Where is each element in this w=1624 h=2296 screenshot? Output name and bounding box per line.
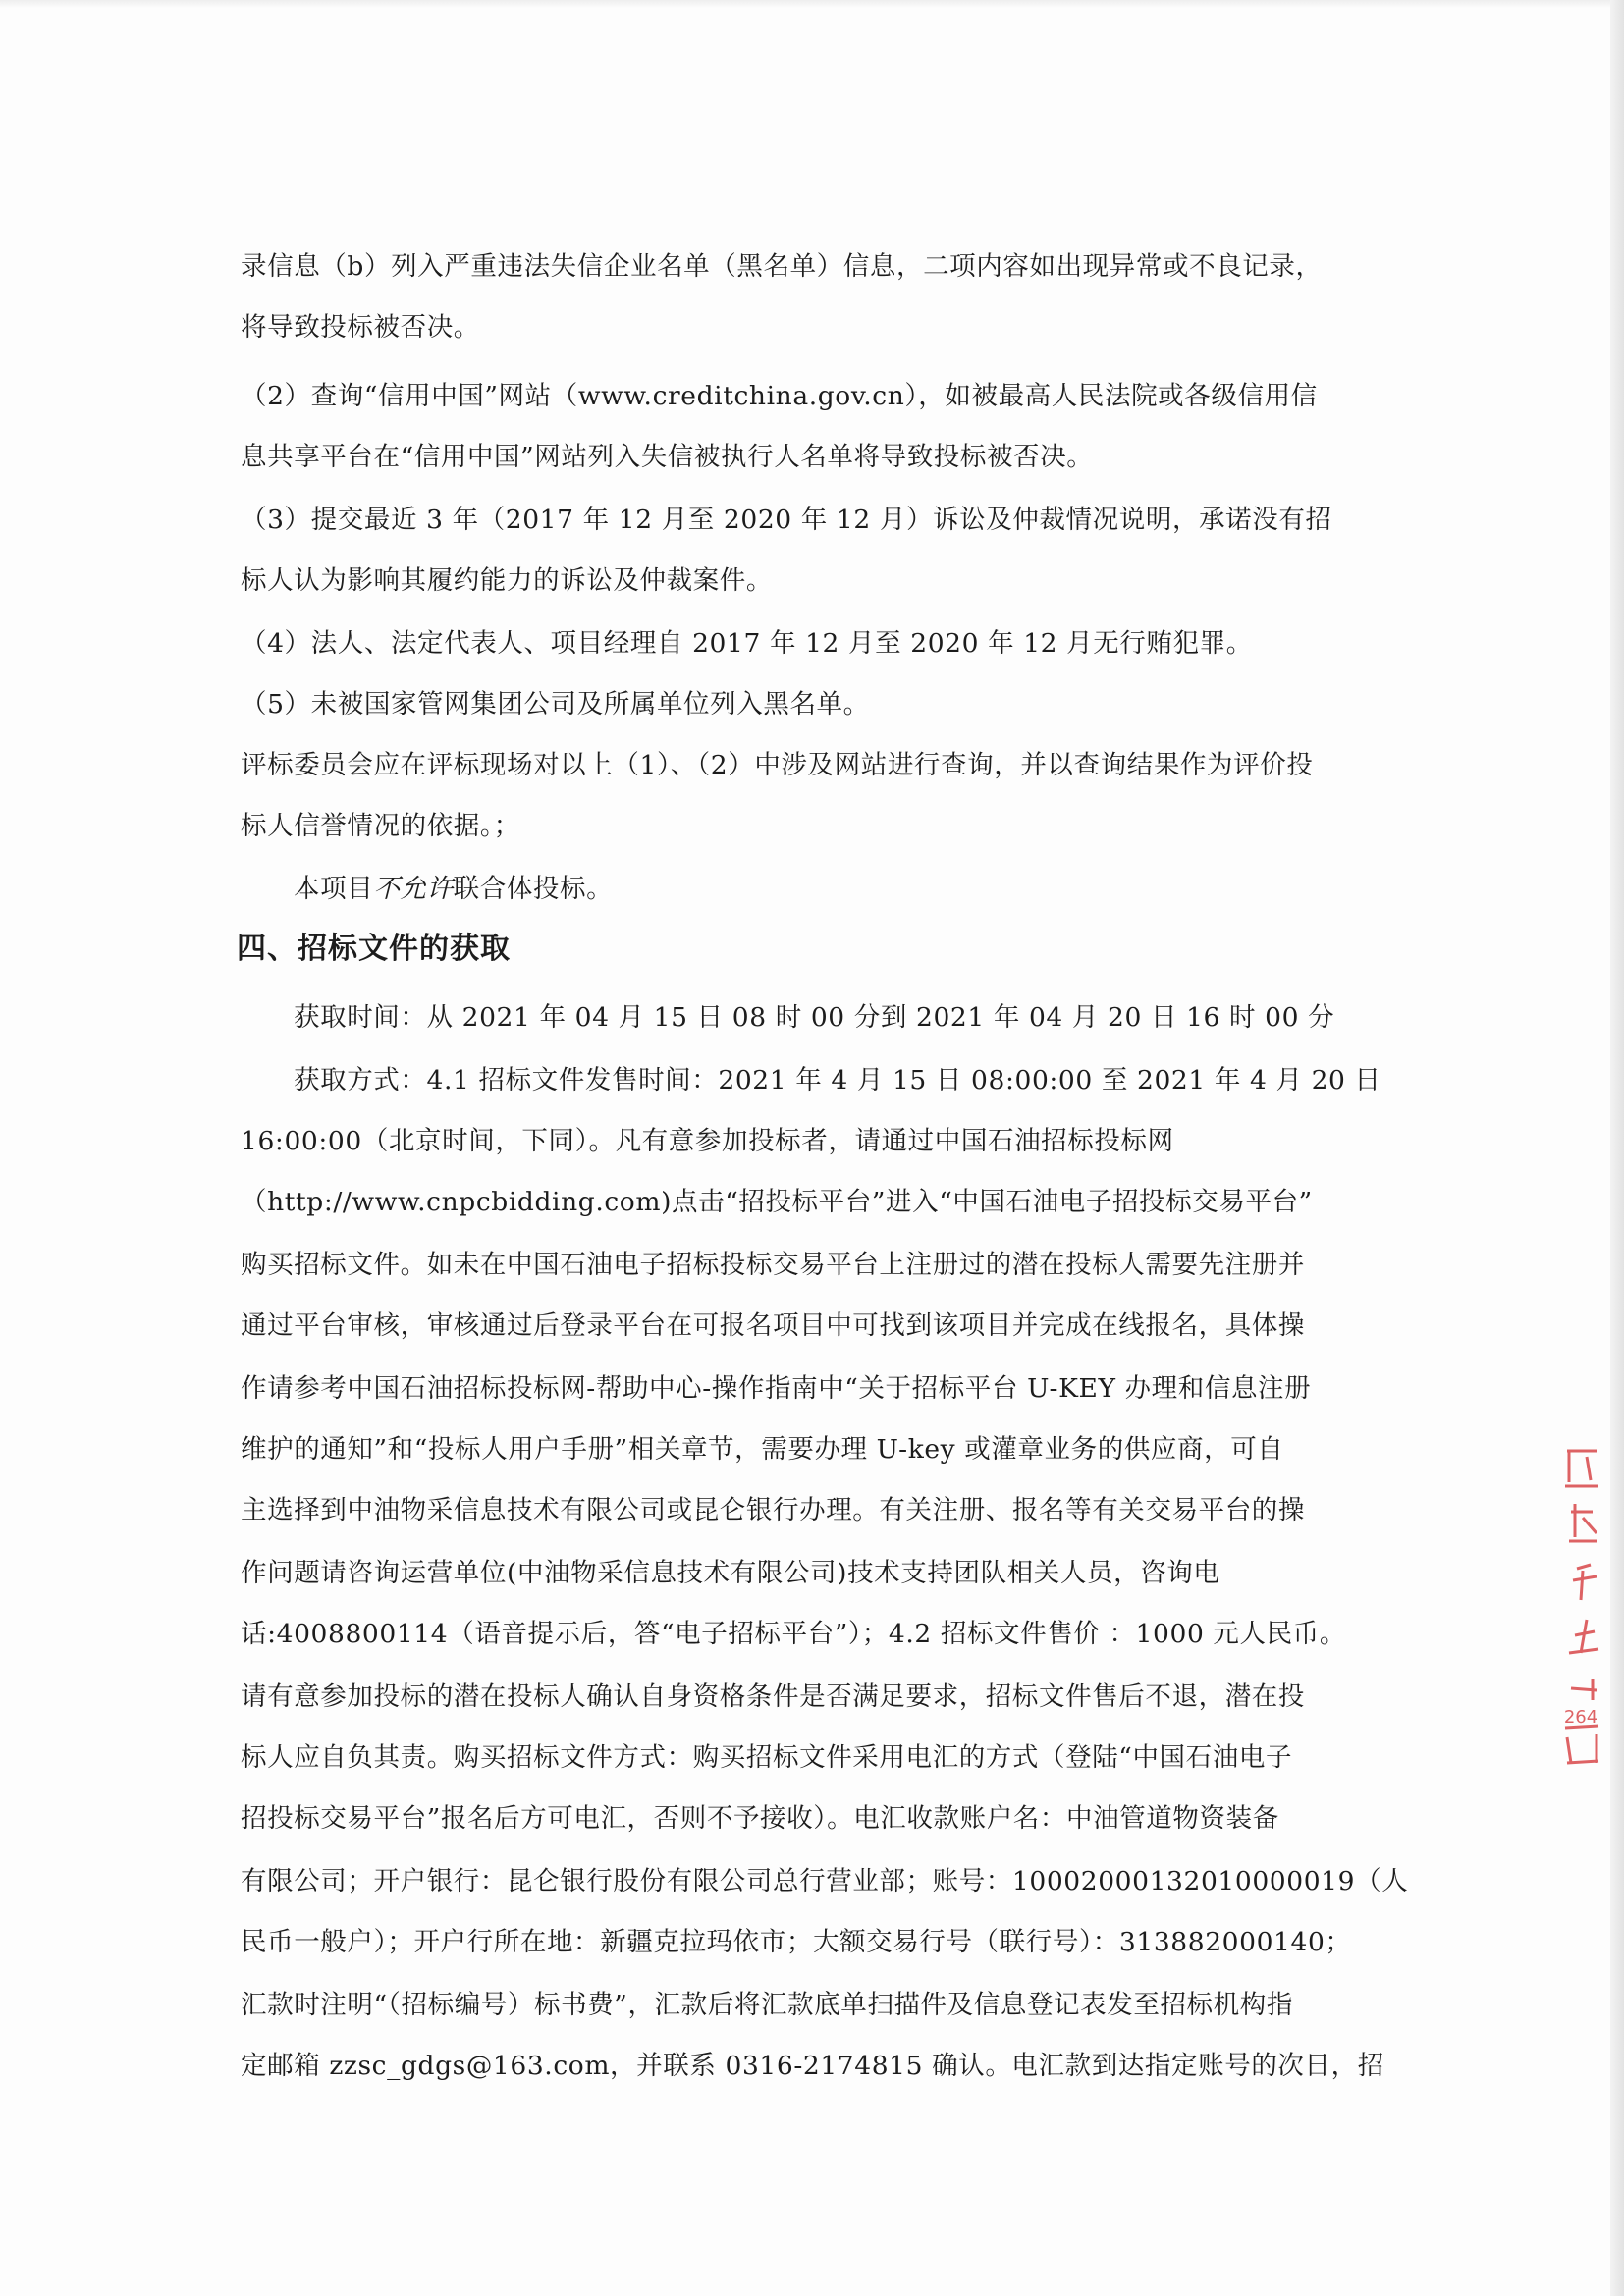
body-line: （5）未被国家管网集团公司及所属单位列入黑名单。: [241, 689, 870, 720]
section-line: 定邮箱 zzsc_gdgs@163.com，并联系 0316-2174815 确认。电汇款到达指定账号的次日，招: [241, 2051, 1384, 2081]
body-line: （2）查询“信用中国”网站（www.creditchina.gov.cn），如被最高人民法院或各级信用信: [241, 381, 1318, 411]
section-line: 标人应自负其责。购买招标文件方式：购买招标文件采用电汇的方式（登陆“中国石油电子: [241, 1742, 1293, 1773]
section-line: （http://www.cnpcbidding.com)点击“招投标平台”进入“中国石油电子招投标交易平台”: [241, 1187, 1313, 1217]
section-line: 话:4008800114（语音提示后，答“电子招标平台”）；4.2 招标文件售价 ：1000 元人民币。: [241, 1619, 1346, 1649]
consortium-suffix: 联合体投标。: [453, 874, 614, 904]
body-line: 将导致投标被否决。: [241, 312, 480, 343]
section-line: 购买招标文件。如未在中国石油电子招标投标交易平台上注册过的潜在投标人需要先注册并: [241, 1250, 1305, 1280]
svg-text:264: 264: [1563, 1707, 1598, 1728]
body-line: 标人信誉情况的依据。；: [241, 811, 520, 841]
section-line: 主选择到中油物采信息技术有限公司或昆仑银行办理。有关注册、报名等有关交易平台的操: [241, 1495, 1305, 1525]
scan-edge-right: [1610, 0, 1624, 2296]
seal-stamp: [1557, 1443, 1606, 1767]
section-line: 民币一般户）；开户行所在地：新疆克拉玛依市；大额交易行号（联行号）：313882000140；: [241, 1927, 1352, 1957]
body-line: 评标委员会应在评标现场对以上（1）、（2）中涉及网站进行查询，并以查询结果作为评价投: [241, 750, 1314, 780]
section-line: 16:00:00（北京时间，下同）。凡有意参加投标者，请通过中国石油招标投标网: [241, 1126, 1174, 1156]
body-line: 录信息（b）列入严重违法失信企业名单（黑名单）信息，二项内容如出现异常或不良记录，: [241, 251, 1323, 282]
section-line: 请有意参加投标的潜在投标人确认自身资格条件是否满足要求，招标文件售后不退，潜在投: [241, 1682, 1305, 1712]
scan-edge-top: [0, 0, 1624, 8]
section-line: 有限公司；开户银行：昆仑银行股份有限公司总行营业部；账号：10002000132010000019（人: [241, 1866, 1409, 1896]
section-line: 维护的通知”和“投标人用户手册”相关章节，需要办理 U-key 或灌章业务的供应商，可自: [241, 1434, 1284, 1465]
section-line: 通过平台审核，审核通过后登录平台在可报名项目中可找到该项目并完成在线报名，具体操: [241, 1310, 1305, 1341]
section-line: 作问题请咨询运营单位(中油物采信息技术有限公司)技术支持团队相关人员，咨询电: [241, 1558, 1220, 1588]
section-line: 获取时间：从 2021 年 04 月 15 日 08 时 00 分到 2021 年 04 月 20 日 16 时 00 分: [294, 1002, 1335, 1033]
section-line: 招投标交易平台”报名后方可电汇，否则不予接收）。电汇收款账户名：中油管道物资装备: [241, 1803, 1279, 1834]
consortium-line: [294, 870, 613, 909]
body-line: （3）提交最近 3 年（2017 年 12 月至 2020 年 12 月）诉讼及仲裁情况说明，承诺没有招: [241, 505, 1332, 535]
consortium-prefix: 本项目: [294, 874, 374, 904]
section-line: 获取方式：4.1 招标文件发售时间：2021 年 4 月 15 日 08:00:00 至 2021 年 4 月 20 日: [294, 1065, 1381, 1095]
section-line: 作请参考中国石油招标投标网-帮助中心-操作指南中“关于招标平台 U-KEY 办理和信息注册: [241, 1373, 1312, 1404]
section-heading: 四、招标文件的获取: [237, 932, 511, 966]
seal-stamp-graphic: [1557, 1443, 1606, 1767]
section-line: 汇款时注明“（招标编号）标书费”，汇款后将汇款底单扫描件及信息登记表发至招标机构指: [241, 1990, 1293, 2020]
body-line: 标人认为影响其履约能力的诉讼及仲裁案件。: [241, 565, 773, 596]
body-line: 息共享平台在“信用中国”网站列入失信被执行人名单将导致投标被否决。: [241, 442, 1094, 472]
consortium-emphasis: 不允许: [373, 874, 454, 904]
body-line: （4）法人、法定代表人、项目经理自 2017 年 12 月至 2020 年 12 月无行贿犯罪。: [241, 628, 1253, 659]
